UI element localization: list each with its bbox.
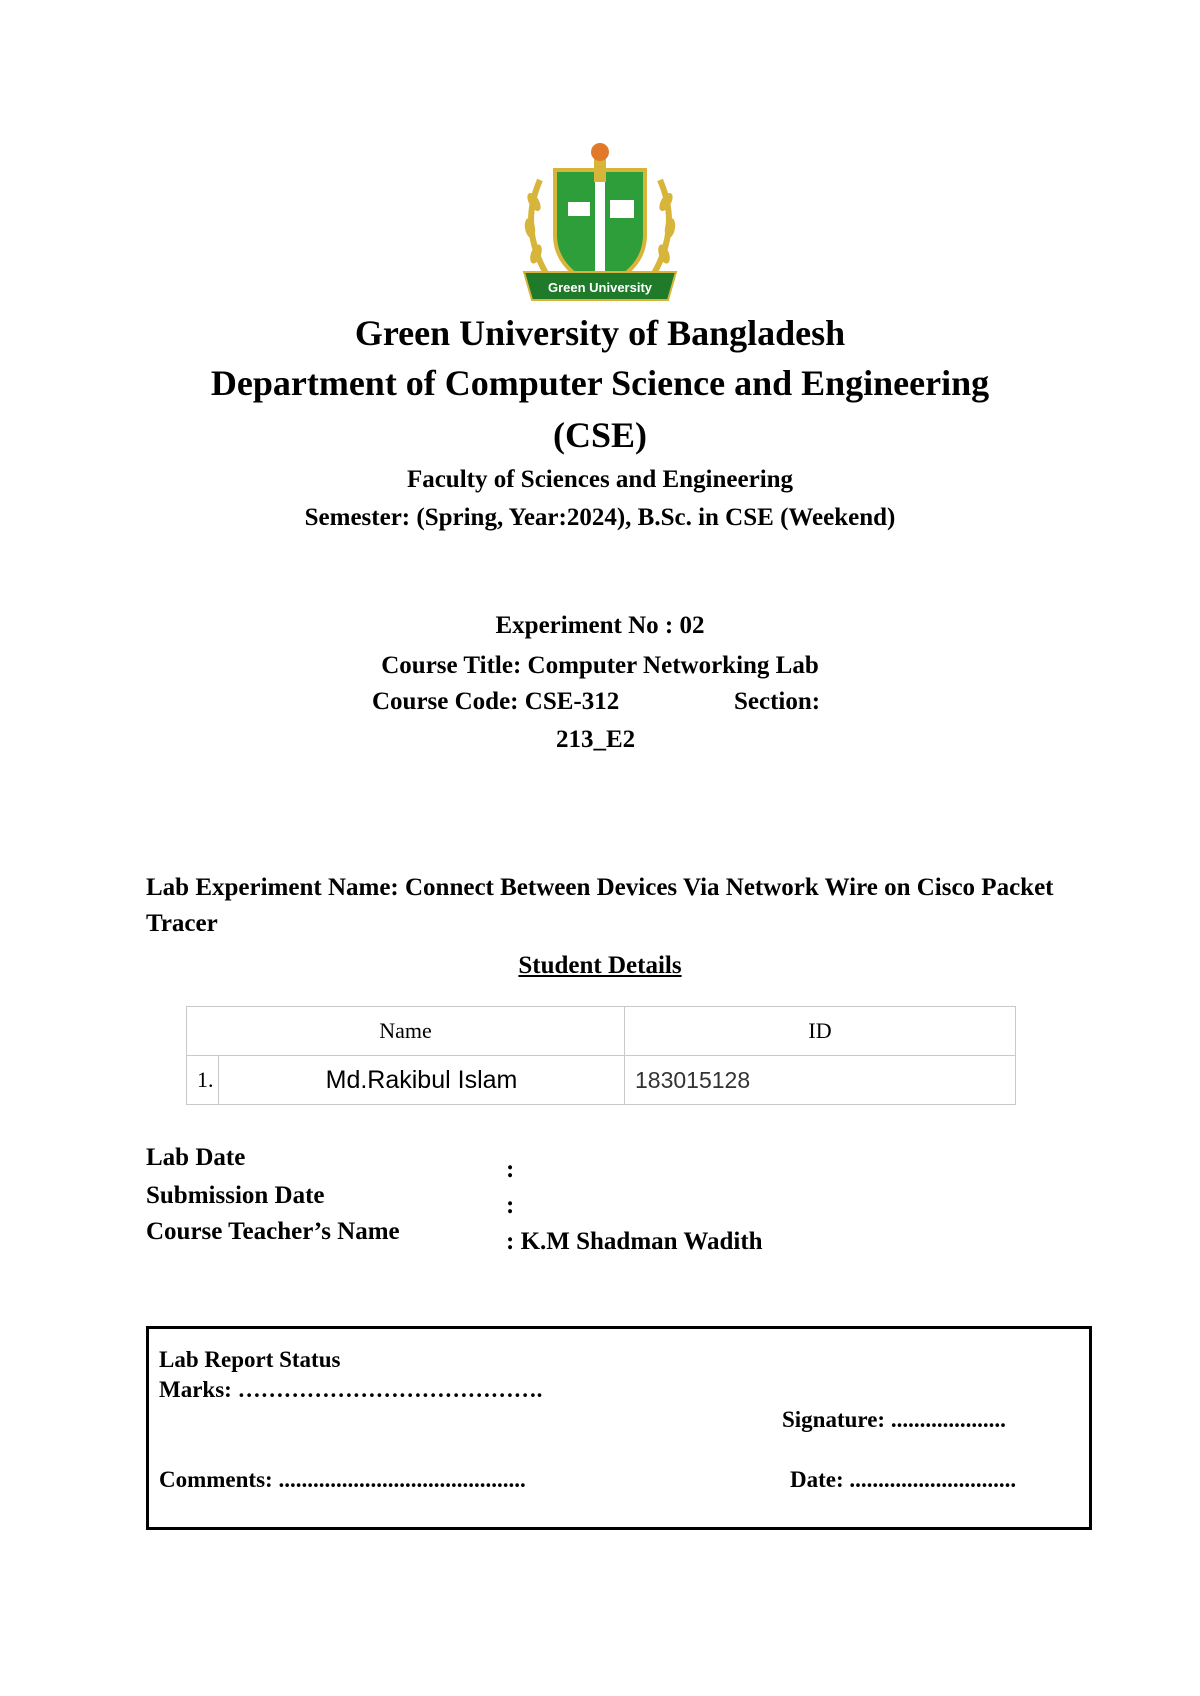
lab-date-label: Lab Date: [146, 1144, 246, 1171]
student-id: 183015128: [625, 1056, 1016, 1105]
lab-experiment-name: Lab Experiment Name: Connect Between Devices Via Network Wire on Cisco Packet Tracer: [146, 874, 1054, 937]
teacher-name-label: Course Teacher’s Name: [146, 1218, 400, 1245]
submission-date-label: Submission Date: [146, 1182, 325, 1209]
marks-line: Marks: ………………………………….: [159, 1377, 543, 1402]
column-header-name: Name: [187, 1007, 625, 1056]
faculty-name: Faculty of Sciences and Engineering: [406, 466, 794, 493]
lab-date-value: :: [506, 1156, 515, 1183]
semester-info: Semester: (Spring, Year:2024), B.Sc. in CSE (Weekend): [304, 504, 896, 531]
university-name: Green University of Bangladesh: [354, 313, 846, 353]
student-name: Md.Rakibul Islam: [219, 1056, 625, 1105]
section-value: 213_E2: [556, 726, 636, 753]
university-logo: [510, 140, 690, 305]
table-header-row: [187, 1007, 1016, 1056]
submission-date-value: :: [506, 1192, 515, 1219]
department-abbrev: (CSE): [552, 415, 647, 455]
teacher-name-value: : K.M Shadman Wadith: [506, 1228, 763, 1255]
status-title: Lab Report Status: [159, 1347, 341, 1372]
row-number: 1.: [187, 1056, 219, 1105]
student-table: [186, 1006, 1016, 1105]
department-name: Department of Computer Science and Engineering: [210, 363, 990, 403]
section-label: Section:: [734, 688, 821, 715]
date-line: Date: .............................: [790, 1467, 1017, 1492]
course-code: Course Code: CSE-312: [372, 688, 620, 715]
table-row: [187, 1056, 1016, 1105]
student-details-heading: Student Details: [518, 952, 682, 979]
logo-banner-text: Green University: [547, 280, 653, 295]
comments-line: Comments: ...........................................: [159, 1467, 526, 1492]
signature-line: Signature: ....................: [782, 1407, 1006, 1432]
experiment-number: Experiment No : 02: [495, 612, 705, 639]
course-title: Course Title: Computer Networking Lab: [381, 652, 819, 679]
lab-report-status-box: [146, 1326, 1092, 1530]
column-header-id: ID: [625, 1007, 1016, 1056]
